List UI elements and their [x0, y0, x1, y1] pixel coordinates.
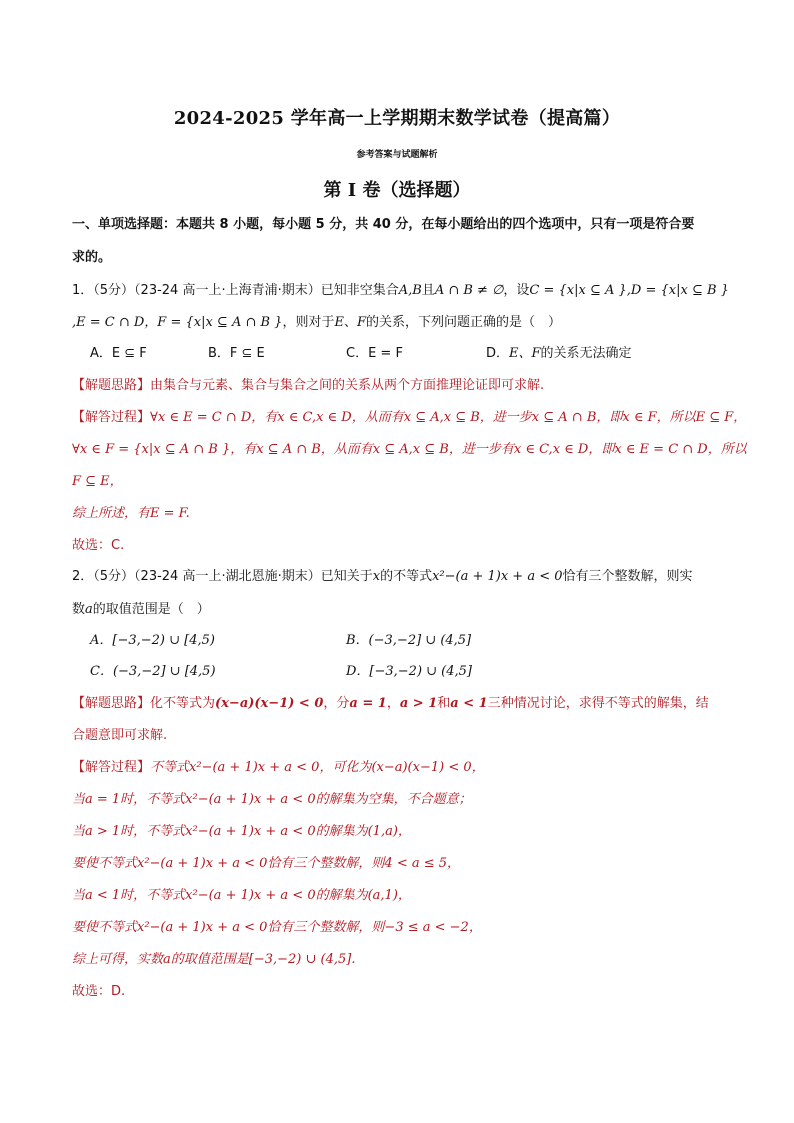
- q1-option-a: A．E ⊆ F: [90, 346, 147, 361]
- q1-answer: 故选：C.: [72, 538, 125, 553]
- q2-hint-math: a > 1: [399, 696, 438, 711]
- q2-process-line6: 要使不等式x²−(a + 1)x + a < 0恰有三个整数解，则−3 ≤ a < −2，: [72, 920, 482, 935]
- q1-option-d: [486, 344, 632, 364]
- q2-hint-math: a = 1: [349, 696, 387, 711]
- q2-hint-math: (x−a)(x−1) < 0: [215, 696, 324, 711]
- q1-stem-text: 1．（5分）（23-24 高一上·上海青浦·期末）已知非空集合: [72, 283, 399, 298]
- q2-stem-text: 的取值范围是（ ）: [92, 602, 210, 617]
- q2-hint-text: ，分: [323, 696, 350, 711]
- q2-stem-cont: [72, 600, 732, 620]
- q2-process-line2: 当a = 1时，不等式x²−(a + 1)x + a < 0的解集为空集，不合题意；: [72, 792, 472, 807]
- q2-process: [72, 758, 732, 778]
- q2-hint: [72, 694, 732, 714]
- q1-option-b: B．F ⊆ E: [208, 346, 265, 361]
- q2-conclusion: 综上可得，实数a的取值范围是[−3,−2) ∪ (4,5].: [72, 952, 356, 967]
- q2-stem-text: 2．（5分）（23-24 高一上·湖北恩施·期末）已知关于: [72, 569, 373, 584]
- q1-stem-cont: [72, 313, 732, 333]
- q2-hint-text: 化不等式为: [150, 696, 216, 711]
- process-tag: 【解答过程】: [72, 410, 151, 425]
- document-title: 2024-2025 学年高一上学期期末数学试卷（提高篇）: [173, 108, 621, 129]
- q2-hint-math: a < 1: [450, 696, 488, 711]
- q1-process-line3: F ⊆ E，: [72, 474, 123, 489]
- q2-stem: [72, 567, 732, 587]
- q1-option-d-text: 的关系无法确定: [540, 346, 632, 361]
- q2-param: a: [85, 602, 93, 617]
- section-instruction: 一、单项选择题：本题共 8 小题，每小题 5 分，共 40 分，在每小题给出的四个选项中，只有一项是符合要: [72, 217, 695, 232]
- q2-hint-cont: 合题意即可求解.: [72, 728, 168, 743]
- q2-stem-text: 数: [72, 602, 86, 617]
- q2-stem-text: 的不等式: [380, 569, 433, 584]
- q1-option-d-label: D．: [486, 346, 510, 361]
- q1-stem-text: 且: [421, 283, 435, 298]
- q2-hint-text: ，: [386, 696, 400, 711]
- part-heading: 第 I 卷（选择题）: [323, 180, 471, 201]
- q2-option-b: B．(−3,−2] ∪ (4,5]: [346, 633, 472, 648]
- q1-process-line2: ∀x ∈ F = {x|x ⊆ A ∩ B }，有x ⊆ A ∩ B，从而有x ⊆ A,x ⊆ B，进一步有x ∈ C,x ∈ D，即x ∈ E = C ∩ D，所以: [72, 442, 747, 457]
- q2-answer: 故选：D.: [72, 984, 126, 999]
- q1-hint: [72, 376, 732, 396]
- q1-set-f: F: [357, 315, 367, 330]
- q1-process-line: ∀x ∈ E = C ∩ D，有x ∈ C,x ∈ D，从而有x ⊆ A,x ⊆ B，进一步x ⊆ A ∩ B，即x ∈ F，所以E ⊆ F，: [150, 410, 747, 425]
- q1-hint-text: 由集合与元素、集合与集合之间的关系从两个方面推理论证即可求解.: [150, 378, 545, 393]
- q1-option-d-sets: E、F: [509, 346, 541, 361]
- q2-hint-text: 三种情况讨论，求得不等式的解集，结: [487, 696, 709, 711]
- q2-stem-text: 恰有三个整数解，则实: [562, 569, 693, 584]
- q1-process: [72, 408, 747, 428]
- document-subtitle: 参考答案与试题解析: [356, 150, 438, 160]
- q2-option-c: C．(−3,−2] ∪ [4,5): [90, 664, 216, 679]
- q2-hint-text: 和: [437, 696, 451, 711]
- q2-process-line: 不等式x²−(a + 1)x + a < 0，可化为(x−a)(x−1) < 0，: [150, 760, 485, 775]
- q1-set-e: E: [334, 315, 344, 330]
- hint-tag: 【解题思路】: [72, 378, 151, 393]
- q1-condition: A ∩ B ≠ ∅: [434, 283, 504, 298]
- q1-definition: C = {x|x ⊆ A },D = {x|x ⊆ B }: [529, 283, 729, 298]
- q2-option-a: A．[−3,−2) ∪ [4,5): [90, 633, 215, 648]
- q1-stem-text: 的关系，下列问题正确的是（ ）: [366, 315, 562, 330]
- q1-option-c: C．E = F: [346, 346, 403, 361]
- hint-tag: 【解题思路】: [72, 696, 151, 711]
- q1-sets: A,B: [398, 283, 422, 298]
- q2-process-line5: 当a < 1时，不等式x²−(a + 1)x + a < 0的解集为(a,1)，: [72, 888, 411, 903]
- q1-separator: 、: [343, 315, 357, 330]
- q1-stem: [72, 281, 732, 301]
- q2-variable: x: [372, 569, 381, 584]
- q1-stem-text: ，设: [503, 283, 530, 298]
- process-tag: 【解答过程】: [72, 760, 151, 775]
- q2-process-line4: 要使不等式x²−(a + 1)x + a < 0恰有三个整数解，则4 < a ≤ 5，: [72, 856, 461, 871]
- q2-option-d: D．[−3,−2) ∪ (4,5]: [346, 664, 473, 679]
- q2-inequality: x²−(a + 1)x + a < 0: [432, 569, 563, 584]
- section-instruction-cont: 求的。: [72, 250, 112, 265]
- q1-definition-ef: ,E = C ∩ D，F = {x|x ⊆ A ∩ B }: [72, 315, 283, 330]
- q1-stem-text: ，则对于: [282, 315, 335, 330]
- q2-process-line3: 当a > 1时，不等式x²−(a + 1)x + a < 0的解集为(1,a)，: [72, 824, 411, 839]
- q1-conclusion: 综上所述，有E = F.: [72, 506, 190, 521]
